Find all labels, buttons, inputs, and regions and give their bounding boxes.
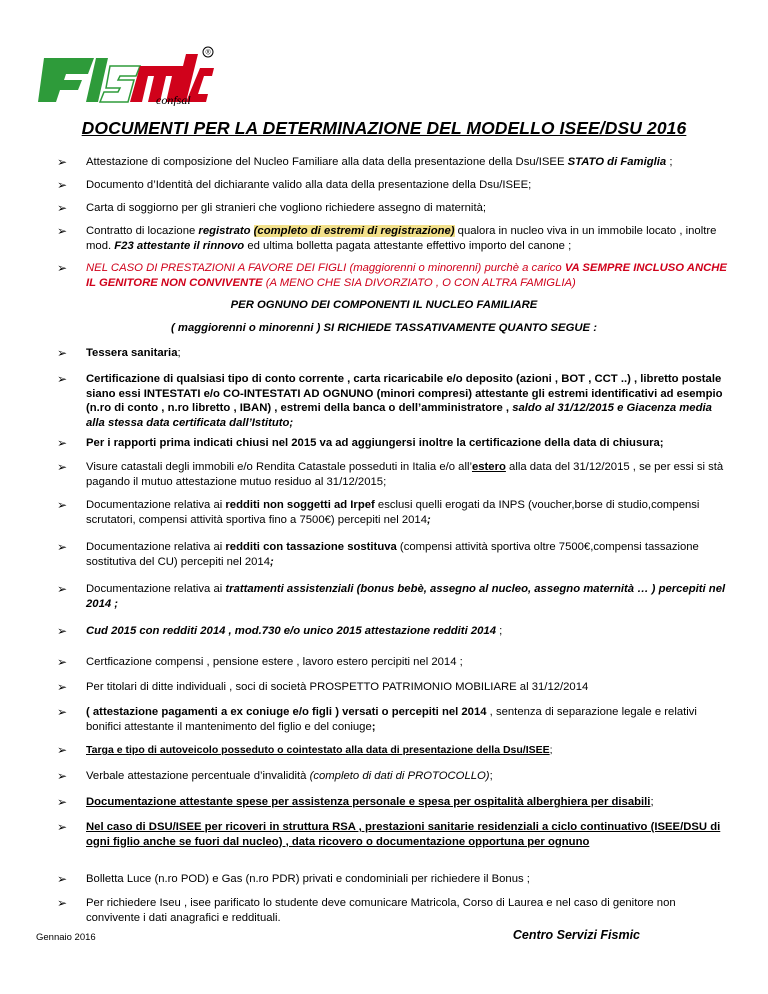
list-item: ➢ Documentazione relativa ai trattamenti assistenziali (bonus bebè, assegno al nucleo, assegno maternità … ) percepiti nel 2014 ; bbox=[57, 582, 726, 610]
list-item: ➢ Per richiedere Iseu , isee parificato lo studente deve comunicare Matricola, Corso di Laurea e nel caso di genitore non convivente i dati anagrafici e reddituali. bbox=[57, 896, 676, 924]
list-item: ➢ Per titolari di ditte individuali , soci di società PROSPETTO PATRIMONIO MOBILIARE al 31/12/2014 bbox=[57, 680, 589, 694]
arrow-bullet-icon: ➢ bbox=[57, 346, 68, 360]
list-item: ➢ Contratto di locazione registrato (completo di estremi di registrazione) qualora in nucleo viva in un immobile locato , inoltre mod. F23 attestante il rinnovo ed ultima bolletta pagata attestante effettivo importo del canone ; bbox=[57, 224, 717, 252]
list-item: ➢ Carta di soggiorno per gli stranieri che vogliono richiedere assegno di maternità; bbox=[57, 201, 487, 215]
arrow-bullet-icon: ➢ bbox=[57, 582, 68, 596]
arrow-bullet-icon: ➢ bbox=[57, 498, 68, 512]
list-item: ➢ ( attestazione pagamenti a ex coniuge e/o figli ) versati o percepiti nel 2014 , sentenza di separazione legale e relativi bonifici attestante il mantenimento del figlio e del coniuge; bbox=[57, 705, 697, 733]
arrow-bullet-icon: ➢ bbox=[57, 896, 68, 910]
arrow-bullet-icon: ➢ bbox=[57, 624, 68, 638]
arrow-bullet-icon: ➢ bbox=[57, 436, 68, 450]
arrow-bullet-icon: ➢ bbox=[57, 460, 68, 474]
section-heading: PER OGNUNO DEI COMPONENTI IL NUCLEO FAMILIARE bbox=[230, 299, 538, 311]
list-item: ➢ Per i rapporti prima indicati chiusi nel 2015 va ad aggiungersi inoltre la certificazione della data di chiusura; bbox=[57, 436, 664, 450]
arrow-bullet-icon: ➢ bbox=[57, 680, 68, 694]
list-item: ➢ Attestazione di composizione del Nucleo Familiare alla data della presentazione della Dsu/ISEE STATO di Famiglia ; bbox=[57, 155, 673, 169]
list-item: ➢ Targa e tipo di autoveicolo posseduto o cointestato alla data di presentazione della Dsu/ISEE; bbox=[57, 743, 553, 757]
list-item: ➢ Visure catastali degli immobili e/o Rendita Catastale posseduti in Italia e/o all’estero alla data del 31/12/2015 , se per essi si stà pagando il mutuo attestazione mutuo residuo al 31/12/2015; bbox=[57, 460, 724, 488]
arrow-bullet-icon: ➢ bbox=[57, 155, 68, 169]
fismic-logo bbox=[36, 44, 214, 106]
list-item: ➢ NEL CASO DI PRESTAZIONI A FAVORE DEI FIGLI (maggiorenni o minorenni) purchè a carico VA SEMPRE INCLUSO ANCHE IL GENITORE NON CONVIVENTE (A MENO CHE SIA DIVORZIATO , O CON ALTRA FAMIGLIA) bbox=[57, 261, 727, 289]
arrow-bullet-icon: ➢ bbox=[57, 201, 68, 215]
arrow-bullet-icon: ➢ bbox=[57, 261, 68, 275]
arrow-bullet-icon: ➢ bbox=[57, 372, 68, 386]
list-item: ➢ Verbale attestazione percentuale d’invalidità (completo di dati di PROTOCOLLO); bbox=[57, 769, 493, 783]
arrow-bullet-icon: ➢ bbox=[57, 224, 68, 238]
list-item: ➢ Documentazione relativa ai redditi con tassazione sostituva (compensi attività sportiva oltre 7500€,compensi tassazione sostitutiva del CU) percepiti nel 2014; bbox=[57, 540, 699, 568]
list-item: ➢ Documentazione attestante spese per assistenza personale e spesa per ospitalità alberghiera per disabili; bbox=[57, 795, 654, 809]
section-subheading: ( maggiorenni o minorenni ) SI RICHIEDE TASSATIVAMENTE QUANTO SEGUE : bbox=[171, 322, 597, 334]
list-item: ➢ Tessera sanitaria; bbox=[57, 346, 181, 360]
list-item: ➢ Bolletta Luce (n.ro POD) e Gas (n.ro PDR) privati e condominiali per richiedere il Bonus ; bbox=[57, 872, 530, 886]
list-item: ➢ Certficazione compensi , pensione estere , lavoro estero percipiti nel 2014 ; bbox=[57, 655, 463, 669]
arrow-bullet-icon: ➢ bbox=[57, 743, 68, 757]
arrow-bullet-icon: ➢ bbox=[57, 655, 68, 669]
arrow-bullet-icon: ➢ bbox=[57, 540, 68, 554]
footer-center-name: Centro Servizi Fismic bbox=[512, 928, 640, 942]
arrow-bullet-icon: ➢ bbox=[57, 178, 68, 192]
list-item: ➢ Nel caso di DSU/ISEE per ricoveri in struttura RSA , prestazioni sanitarie residenziali a ciclo continuativo (ISEE/DSU di ogni figlio anche se fuori dal nucleo) , data ricovero o documentazione opportuna per ognuno bbox=[57, 820, 721, 848]
arrow-bullet-icon: ➢ bbox=[57, 820, 68, 834]
arrow-bullet-icon: ➢ bbox=[57, 795, 68, 809]
logo-subtitle: confsal bbox=[156, 93, 191, 106]
list-item: ➢ Documento d’Identità del dichiarante valido alla data della presentazione della Dsu/ISEE; bbox=[57, 178, 532, 192]
list-item: ➢ Cud 2015 con redditi 2014 , mod.730 e/o unico 2015 attestazione redditi 2014 ; bbox=[57, 624, 503, 638]
arrow-bullet-icon: ➢ bbox=[57, 769, 68, 783]
registered-mark: ® bbox=[205, 49, 211, 57]
arrow-bullet-icon: ➢ bbox=[57, 872, 68, 886]
arrow-bullet-icon: ➢ bbox=[57, 705, 68, 719]
footer-date: Gennaio 2016 bbox=[36, 932, 96, 943]
highlight-text: (completo di estremi di registrazione) bbox=[253, 225, 455, 237]
document-title: DOCUMENTI PER LA DETERMINAZIONE DEL MODELLO ISEE/DSU 2016 bbox=[81, 118, 687, 138]
list-item: ➢ Certificazione di qualsiasi tipo di conto corrente , carta ricaricabile e/o deposito (azioni , BOT , CCT ..) , libretto postale siano essi INTESTATI e/o CO-INTESTATI AD OGNUNO (minori compresi) attestante gli estremi identificativi ad esempio (n.ro di conto , n.ro libretto , IBAN) , estremi della banca o dell’amministratore , saldo al 31/12/2015 e Giacenza media alla stessa data certificata dall’Istituto; bbox=[57, 372, 723, 429]
list-item: ➢ Documentazione relativa ai redditi non soggetti ad Irpef esclusi quelli erogati da INPS (voucher,borse di studio,compensi scrutatori, compensi attività sportiva fino a 7500€) percepiti nel 2014; bbox=[57, 498, 700, 526]
